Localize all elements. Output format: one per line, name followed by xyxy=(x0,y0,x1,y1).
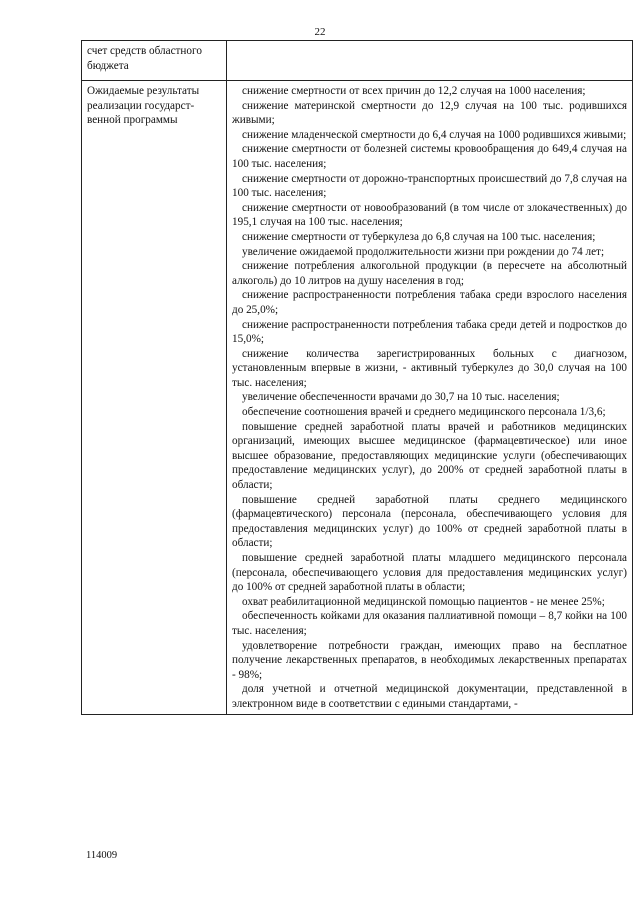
list-item: повышение средней заработной платы среднего медицинского (фармацевтического) персонала (персонала, обеспечивающего условия для предоставления медицинских услуг) до 100% от средней заработной платы в области; xyxy=(232,493,627,550)
list-item: снижение количества зарегистрированных больных с диагнозом, установленным впервые в жизни, - активный туберкулез до 30,0 случая на 100 тыс. населения; xyxy=(232,347,627,389)
list-item: снижение потребления алкогольной продукции (в пересчете на абсолютный алкоголь) до 10 литров на душу населения в год; xyxy=(232,260,627,287)
row-content-cell xyxy=(227,41,633,81)
list-item: снижение материнской смертности до 12,9 случая на 100 тыс. родившихся живыми; xyxy=(232,99,627,127)
list-item: обеспечение соотношения врачей и среднего медицинского персонала 1/3,6; xyxy=(242,406,606,419)
row-label-cell: Ожидаемые результаты реализации государст-венной программы xyxy=(82,81,227,715)
list-item: обеспеченность койками для оказания паллиативной помощи – 8,7 койки на 100 тыс. населения; xyxy=(232,610,627,637)
expected-results-cell xyxy=(227,81,633,715)
list-item: доля учетной и отчетной медицинской документации, представленной в электронном виде в соответствии с едиными стандартами, - xyxy=(232,683,627,710)
table-row xyxy=(82,41,633,81)
footer-code: 114009 xyxy=(86,850,118,861)
list-item: снижение младенческой смертности до 6,4 случая на 1000 родившихся живыми; xyxy=(242,128,627,141)
page-number: 22 xyxy=(314,26,326,38)
list-item: повышение средней заработной платы младшего медицинского персонала (персонала, обеспечивающего условия для предоставления медицинских услуг) до 100% от средней заработной платы в области; xyxy=(232,552,627,594)
list-item: снижение распространенности потребления табака среди взрослого населения до 25,0%; xyxy=(232,289,627,316)
table-row xyxy=(82,81,633,715)
list-item: снижение распространенности потребления табака среди детей и подростков до 15,0%; xyxy=(232,318,627,346)
list-item: охват реабилитационной медицинской помощью пациентов - не менее 25%; xyxy=(242,595,605,608)
list-item: увеличение ожидаемой продолжительности жизни при рождении до 74 лет; xyxy=(242,245,605,258)
list-item: снижение смертности от туберкулеза до 6,8 случая на 100 тыс. населения; xyxy=(242,230,596,243)
row-label-cell: счет средств областного бюджета xyxy=(82,41,227,81)
list-item: удовлетворение потребности граждан, имеющих право на бесплатное получение лекарственных препаратов, в необходимых лекарственных препаратах - 98%; xyxy=(232,639,627,681)
list-item: повышение средней заработной платы врачей и работников медицинских организаций, имеющих высшее медицинское (фармацевтическое) или иное высшее образование, предоставляющих медицинские услуги (обеспечивающих предоставление медицинских услуг), до 200% от средней заработной платы в области; xyxy=(232,420,627,492)
list-item: снижение смертности от болезней системы кровообращения до 649,4 случая на 100 тыс. населения; xyxy=(232,143,627,170)
program-table xyxy=(81,40,633,715)
list-item: снижение смертности от новообразований (в том числе от злокачественных) до 195,1 случая на 100 тыс. населения; xyxy=(232,201,627,229)
list-item: снижение смертности от всех причин до 12,2 случая на 1000 населения; xyxy=(242,85,586,97)
list-item: увеличение обеспеченности врачами до 30,7 на 10 тыс. населения; xyxy=(242,391,560,404)
list-item: снижение смертности от дорожно-транспортных происшествий до 7,8 случая на 100 тыс. населения; xyxy=(232,172,627,200)
